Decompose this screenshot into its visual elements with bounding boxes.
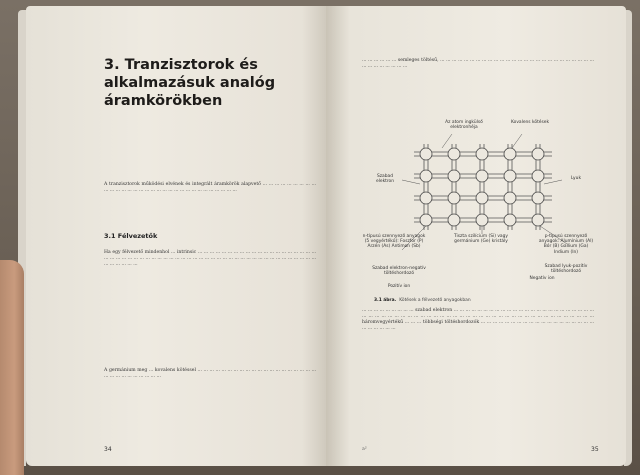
fig-label-negative-carrier: Szabad elektron-negatív töltéshordozó [372,266,426,277]
holding-thumb [0,260,24,475]
section-paragraph-2: A germánium meg ... kovalens kötéssel ... ... ... ... ... ... ... ... ... ... ... ... ... ... ... ... ... ... ... ... ... ... ... ... ... ... ... ... ... ... [104,368,316,380]
right-top-paragraph: ... ... ... ... ... ... semleges töltésű, ... ... ... ... ... ... ... ... ... ... ... ... ... ... ... ... ... ... ... ... ... ... ... ... ... ... ... ... ... ... ... ... ... ... [362,58,594,70]
figure-caption [374,298,471,303]
fig-label-covalent-bonds: Kovalens kötések [510,120,550,125]
fig-label-positive-ion: Pozitív ion [387,284,411,289]
figure-caption-text: Kötések a félvezető anyagokban [399,298,471,303]
figure-caption-number: 3.1 ábra. [374,298,397,303]
fig-label-outer-shell: Az atom ingkülső elektronhéja [445,120,483,131]
page-number-right: 35 [591,446,599,453]
page-number-left: 34 [104,446,112,453]
lattice-atoms [420,148,544,226]
fig-label-negative-ion: Negatív ion [529,276,555,281]
right-page [326,6,626,466]
section-paragraph-1: Ha egy félvezető mindenhol ... intrinsic ... ... ... ... ... ... ... ... ... ... ... ... ... ... ... ... ... ... ... ... ... ... ... ... ... ... ... ... ... ... ... ... ... ... ... ... ... ... ... ... ... ... ... ... ... ... ... ... ... ... ... ... ... ... ... ... ... ... ... ... ... ... [104,250,316,268]
fig-label-p-type: p-típusú szennyező anyagok: Alumínium (Al) Bór (B) Gallium (Ga) Indium (In) [538,234,594,255]
semiconductor-bond-figure [362,118,594,300]
fig-label-free-electron-top: Szabad elektron [375,174,395,185]
fig-label-n-type: n-típusú szennyező anyagok (5 vegyértékű): Foszfor (P) Arzén (As) Antimon (Sb) [362,234,426,250]
fig-label-positive-carrier: Szabad lyuk-pozitív töltéshordozó [544,264,588,275]
section-title: 3.1 Félvezetők [104,232,158,240]
left-page [26,6,326,466]
right-bottom-paragraph: ... ... ... ... ... ... ... ... ... szabad elektron ... ... ... ... ... ... ... ... ... ... ... ... ... ... ... ... ... ... ... ... ... ... ... ... ... ... ... ... ... ... ... ... ... ... ... ... ... ... ... ... ... ... ... ... ... ... ... ... ... ... ... ... ... ... ... ... ... ... ... ... háromvegyértékű ... ... ... többségi töltéshordozók ... ... ... ... ... ... ... ... ... ... ... ... ... ... ... ... ... ... ... ... ... ... ... ... ... [362,308,594,332]
print-signature-mark: a² [362,447,367,452]
open-book [18,6,632,472]
intro-paragraph: A tranzisztorok működési elvének és integrált áramkörök alapvető ... ... ... ... ... ... ... ... ... ... ... ... ... ... ... ... ... ... ... ... ... ... ... ... ... ... ... ... ... ... ... ... [104,182,316,194]
fig-label-hole: Lyuk [571,176,581,181]
fig-label-pure-crystal: Tiszta szilícium (Si) vagy germánium (Ge) kristály [453,234,508,245]
chapter-title: 3. Tranzisztorok és alkalmazásuk analóg áramkörökben [104,57,276,109]
